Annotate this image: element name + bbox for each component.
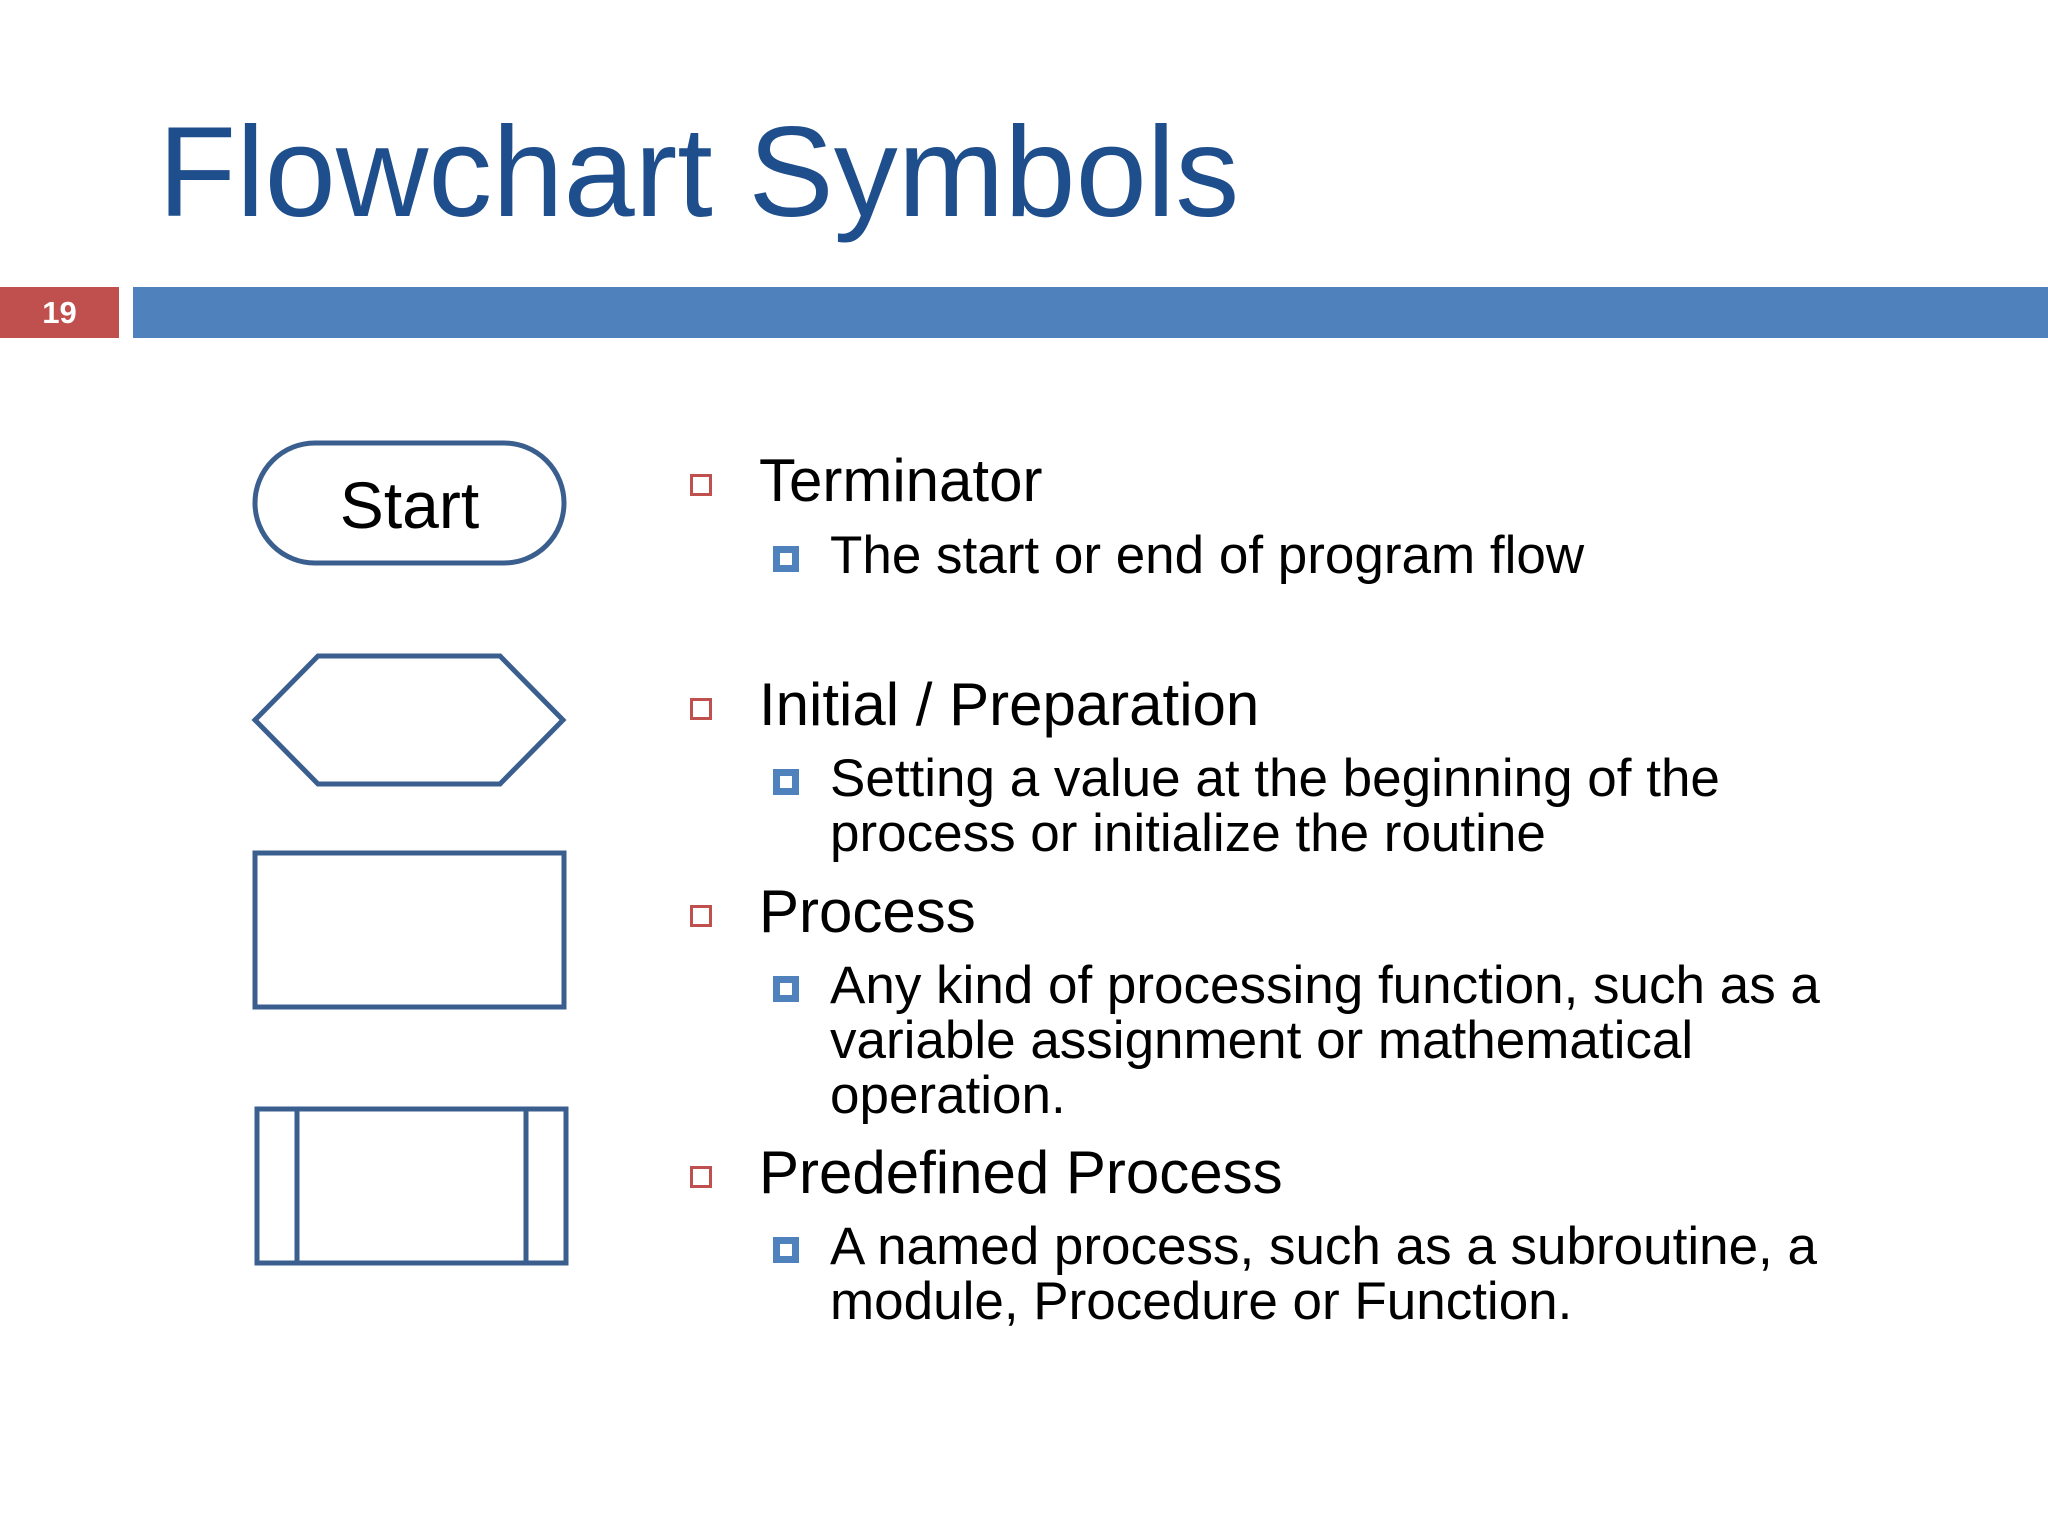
sub-bullet-marker [773, 976, 799, 1002]
item-description-preparation [830, 751, 1980, 861]
description-line: The start or end of program flow [830, 526, 1585, 585]
description-line: A named process, such as a subroutine, a [830, 1217, 1817, 1276]
item-heading-preparation: Initial / Preparation [759, 671, 1260, 738]
sub-bullet-marker [773, 1237, 799, 1263]
item-description-terminator [830, 528, 1980, 583]
sub-bullet-marker [773, 546, 799, 572]
bullet-marker [690, 1166, 712, 1188]
item-heading-terminator: Terminator [759, 447, 1043, 514]
description-line: module, Procedure or Function. [830, 1272, 1573, 1331]
item-heading-process: Process [759, 878, 976, 945]
slide-title: Flowchart Symbols [158, 101, 1240, 244]
bullet-marker [690, 698, 712, 720]
description-line: Setting a value at the beginning of the [830, 749, 1720, 808]
slide-number-badge: 19 [0, 287, 119, 338]
item-heading-predefined-process: Predefined Process [759, 1139, 1283, 1206]
description-line: variable assignment or mathematical [830, 1011, 1694, 1070]
item-description-predefined-process [830, 1219, 1980, 1329]
description-line: Any kind of processing function, such as a [830, 956, 1820, 1015]
bullet-marker [690, 905, 712, 927]
description-line: process or initialize the routine [830, 804, 1546, 863]
sub-bullet-marker [773, 769, 799, 795]
bullet-marker [690, 474, 712, 496]
item-description-process [830, 958, 1980, 1123]
terminator-label: Start [339, 468, 480, 542]
description-line: operation. [830, 1066, 1066, 1125]
